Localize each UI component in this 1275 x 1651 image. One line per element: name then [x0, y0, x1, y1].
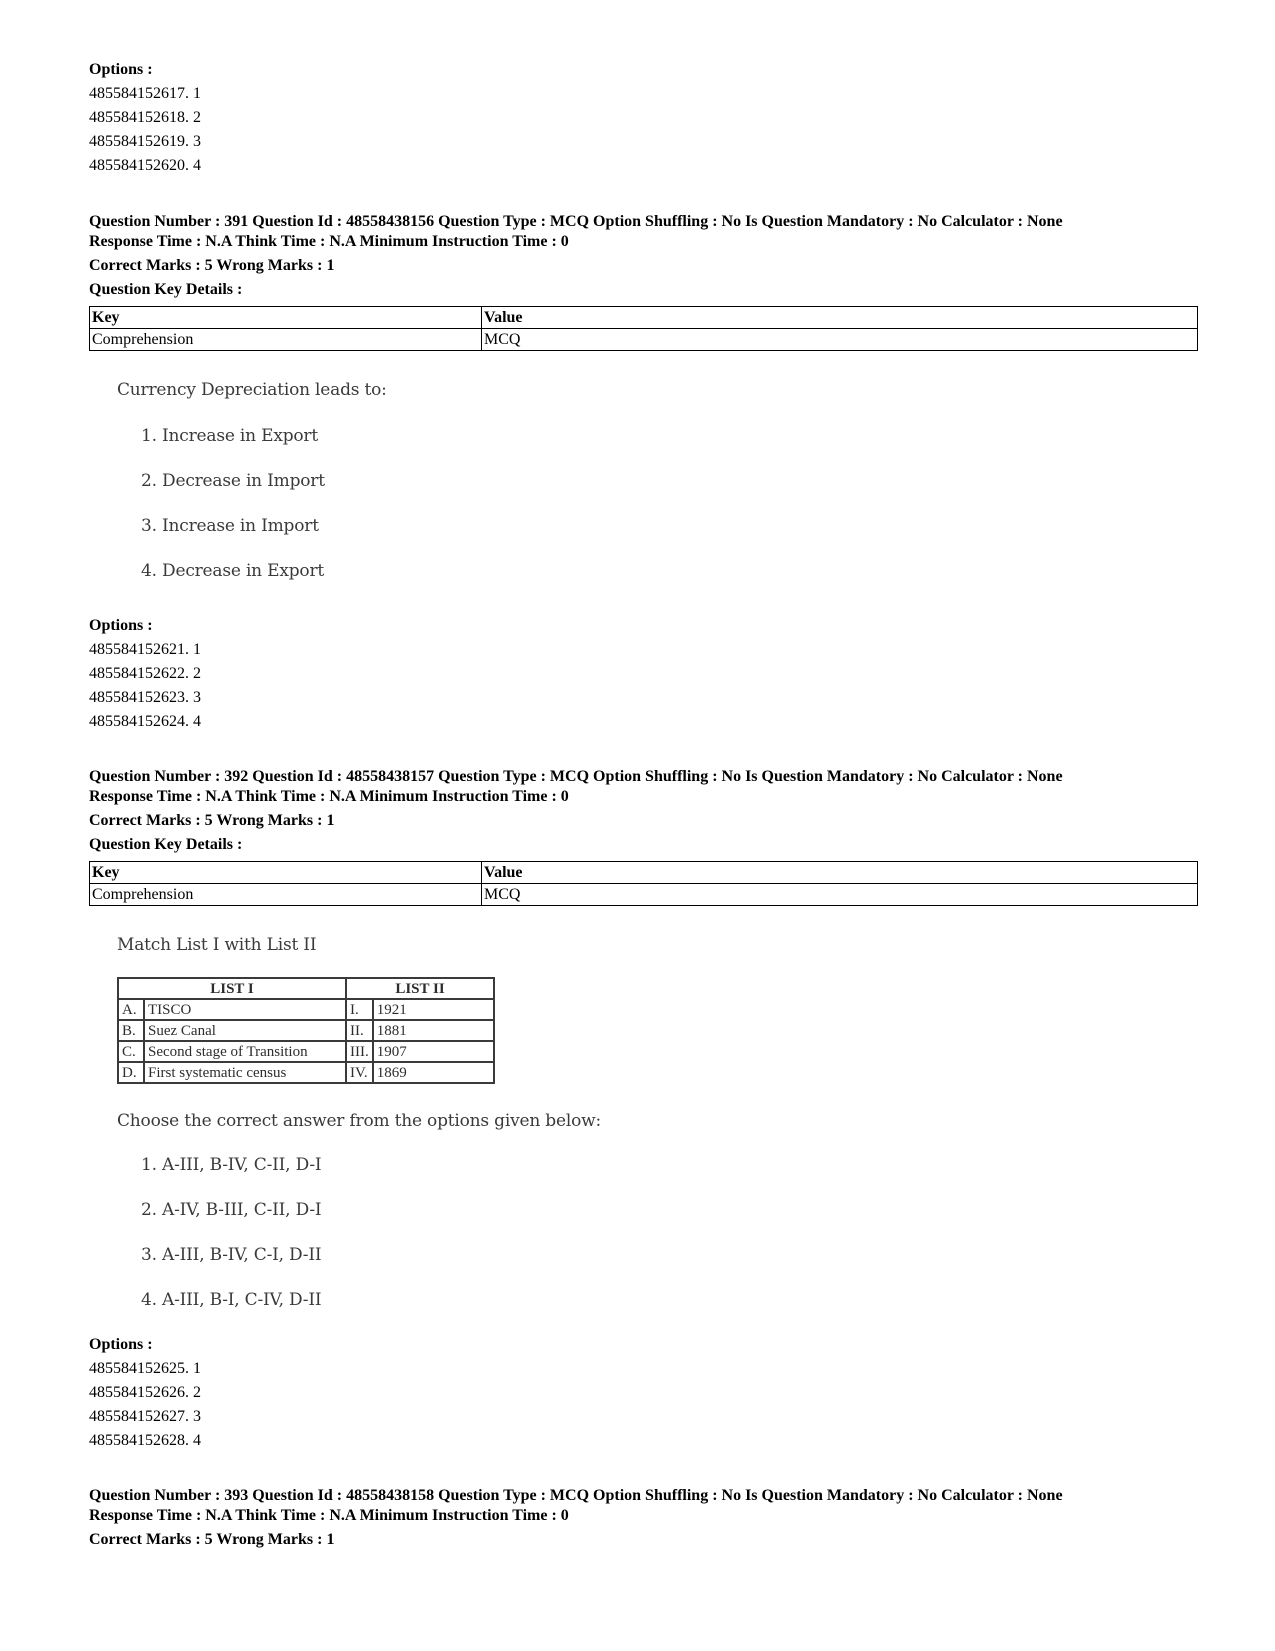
list-item: First systematic census — [144, 1062, 346, 1083]
option-item: 485584152627. 3 — [89, 1408, 201, 1425]
question-header-line2: Response Time : N.A Think Time : N.A Minimum Instruction Time : 0 — [89, 788, 569, 805]
key-cell: Comprehension — [90, 884, 482, 906]
option-item: 485584152626. 2 — [89, 1384, 201, 1401]
list-label: III. — [346, 1041, 373, 1062]
key-cell: Comprehension — [90, 329, 482, 351]
list-label: C. — [118, 1041, 144, 1062]
option-item: 485584152617. 1 — [89, 85, 201, 102]
list-label: I. — [346, 999, 373, 1020]
list-header: LIST I — [118, 978, 346, 999]
option-item: 485584152618. 2 — [89, 109, 201, 126]
option-item: 485584152623. 3 — [89, 689, 201, 706]
choice-item: 4. Decrease in Export — [141, 561, 325, 581]
question-header-line2: Response Time : N.A Think Time : N.A Minimum Instruction Time : 0 — [89, 233, 569, 250]
value-header: Value — [482, 307, 1198, 329]
list-label: B. — [118, 1020, 144, 1041]
question-key-table — [89, 861, 1198, 906]
value-header: Value — [482, 862, 1198, 884]
question-header-line2: Response Time : N.A Think Time : N.A Minimum Instruction Time : 0 — [89, 1507, 569, 1524]
key-header: Key — [90, 862, 482, 884]
list-item: 1907 — [373, 1041, 494, 1062]
options-label: Options : — [89, 61, 153, 78]
question-text: Currency Depreciation leads to: — [117, 380, 387, 400]
question-key-details-label: Question Key Details : — [89, 281, 243, 298]
choice-item: 3. Increase in Import — [141, 516, 319, 536]
choice-item: 1. A-III, B-IV, C-II, D-I — [141, 1155, 322, 1175]
option-item: 485584152624. 4 — [89, 713, 201, 730]
table-row — [118, 1062, 494, 1083]
option-item: 485584152620. 4 — [89, 157, 201, 174]
option-item: 485584152622. 2 — [89, 665, 201, 682]
choice-item: 2. A-IV, B-III, C-II, D-I — [141, 1200, 322, 1220]
key-header: Key — [90, 307, 482, 329]
value-cell: MCQ — [482, 884, 1198, 906]
list-label: A. — [118, 999, 144, 1020]
choice-item: 1. Increase in Export — [141, 426, 318, 446]
question-header-line1: Question Number : 392 Question Id : 48558438157 Question Type : MCQ Option Shuffling : No Is Question Mandatory : No Calculator : None — [89, 768, 1063, 785]
question-marks: Correct Marks : 5 Wrong Marks : 1 — [89, 257, 335, 274]
question-key-table — [89, 306, 1198, 351]
list-item: TISCO — [144, 999, 346, 1020]
choice-item: 4. A-III, B-I, C-IV, D-II — [141, 1290, 322, 1310]
options-label: Options : — [89, 1336, 153, 1353]
list-label: D. — [118, 1062, 144, 1083]
list-label: IV. — [346, 1062, 373, 1083]
option-item: 485584152628. 4 — [89, 1432, 201, 1449]
list-item: 1869 — [373, 1062, 494, 1083]
question-text: Match List I with List II — [117, 935, 317, 955]
question-key-details-label: Question Key Details : — [89, 836, 243, 853]
match-table — [117, 977, 495, 1084]
list-label: II. — [346, 1020, 373, 1041]
question-image — [117, 935, 601, 1325]
list-item: Second stage of Transition — [144, 1041, 346, 1062]
question-header-line1: Question Number : 391 Question Id : 48558438156 Question Type : MCQ Option Shuffling : No Is Question Mandatory : No Calculator : None — [89, 213, 1063, 230]
table-row — [118, 1041, 494, 1062]
choice-item: 2. Decrease in Import — [141, 471, 325, 491]
question-marks: Correct Marks : 5 Wrong Marks : 1 — [89, 1531, 335, 1548]
value-cell: MCQ — [482, 329, 1198, 351]
option-item: 485584152619. 3 — [89, 133, 201, 150]
question-instruction: Choose the correct answer from the options given below: — [117, 1111, 601, 1131]
table-row — [118, 1020, 494, 1041]
option-item: 485584152621. 1 — [89, 641, 201, 658]
choice-item: 3. A-III, B-IV, C-I, D-II — [141, 1245, 322, 1265]
list-item: 1881 — [373, 1020, 494, 1041]
table-row — [118, 999, 494, 1020]
list-header: LIST II — [346, 978, 494, 999]
options-label: Options : — [89, 617, 153, 634]
list-item: 1921 — [373, 999, 494, 1020]
option-item: 485584152625. 1 — [89, 1360, 201, 1377]
question-marks: Correct Marks : 5 Wrong Marks : 1 — [89, 812, 335, 829]
question-header-line1: Question Number : 393 Question Id : 48558438158 Question Type : MCQ Option Shuffling : No Is Question Mandatory : No Calculator : None — [89, 1487, 1063, 1504]
list-item: Suez Canal — [144, 1020, 346, 1041]
question-image — [117, 380, 417, 590]
